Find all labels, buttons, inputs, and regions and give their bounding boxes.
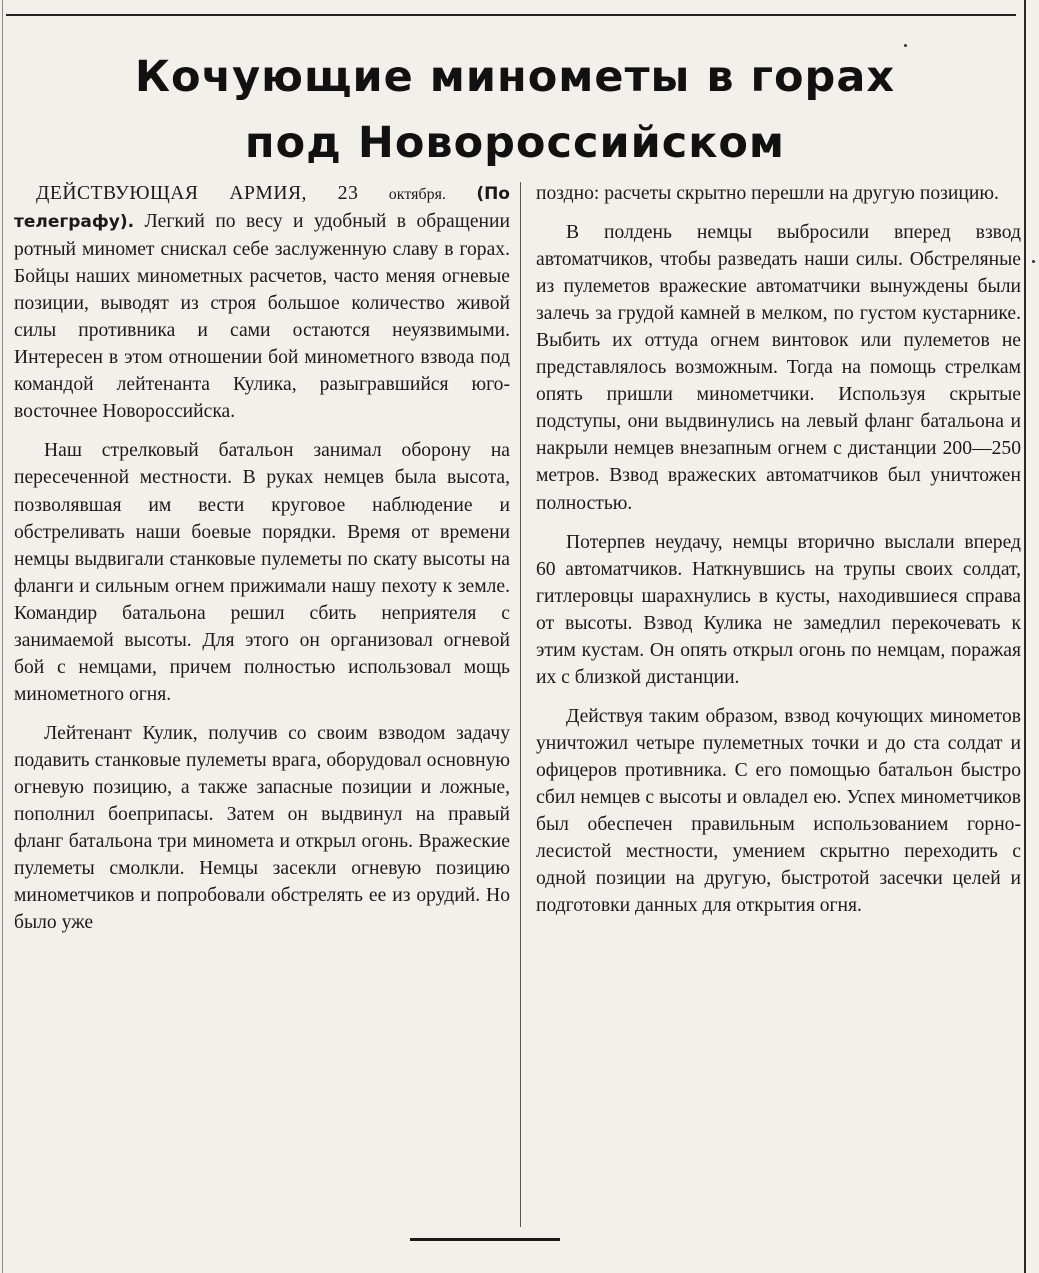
source-note: (По телеграфу).: [14, 184, 510, 233]
paragraph-3-continued: поздно: расчеты скрытно перешли на другую позицию.: [536, 183, 999, 204]
page-edge-line: [2, 0, 3, 1273]
article-headline: [20, 44, 1010, 176]
dateline-month: октября.: [388, 186, 446, 203]
article-column-left: [14, 180, 510, 948]
paragraph-2: Наш стрелковый батальон занимал оборону на пересеченной местности. В руках немцев была высота, позволявшая им вести круговое наблюдение и обстреливать наши боевые порядки. Время от времени немцы выдвигали станковые пулеметы по скату высоты на фланги и сильным огнем прижимали нашу пехоту к земле. Командир батальона решил сбить неприятеля с занимаемой высоты. Для этого он организовал огневой бой с немцами, причем полностью использовал мощь минометного огня.: [14, 440, 510, 705]
article-column-right: [536, 180, 1021, 931]
headline-line-1: Кочующие минометы в горах: [134, 52, 896, 102]
article-end-rule: [410, 1238, 560, 1241]
top-rule: [6, 14, 1016, 16]
dateline: ДЕЙСТВУЮЩАЯ АРМИЯ, 23: [36, 183, 359, 204]
headline-line-2: под Новороссийском: [244, 118, 786, 168]
paragraph-4: В полдень немцы выбросили вперед взвод автоматчиков, чтобы разведать наши силы. Обстреляные из пулеметов вражеские автоматчики вынуждены были залечь за грудой камней в мелком, по густом кустарнике. Выбить их оттуда огнем винтовок или пулеметов не представлялось возможным. Тогда на помощь стрелкам опять пришли минометчики. Используя скрытые подступы, они выдвинулись на левый фланг батальона и накрыли немцев внезапным огнем с дистанции 200—250 метров. Взвод вражеских автоматчиков был уничтожен полностью.: [536, 222, 1021, 514]
column-border-right: [1024, 0, 1026, 1273]
paragraph-3: Лейтенант Кулик, получив со своим взводом задачу подавить станковые пулеметы врага, оборудовал основную огневую позицию, а также запасные позиции и ложные, пополнил боеприпасы. Затем он выдвинул на правый фланг батальона три миномета и открыл огонь. Вражеские пулеметы смолкли. Немцы засекли огневую позицию минометчиков и попробовали обстрелять ее из орудий. Но было уже: [14, 722, 510, 934]
paragraph-6: Действуя таким образом, взвод кочующих минометов уничтожил четыре пулеметных точки и до ста солдат и офицеров противника. С его помощью батальон быстро сбил немцев с высоты и овладел ею. Успех минометчиков был обеспечен правильным использованием горно-лесистой местности, умением скрытно переходить с одной позиции на другую, быстротой засечки целей и подготовки данных для открытия огня.: [536, 705, 1021, 917]
column-divider: [520, 182, 521, 1227]
print-speck: [1032, 260, 1035, 263]
paragraph-1: [14, 180, 510, 425]
paragraph-5: Потерпев неудачу, немцы вторично выслали вперед 60 автоматчиков. Наткнувшись на трупы своих солдат, гитлеровцы шарахнулись в кусты, находившиеся справа от высоты. Взвод Кулика не замедлил перекочевать к этим кустам. Он опять открыл огонь по немцам, поражая их с близкой дистанции.: [536, 531, 1021, 688]
paragraph-1-text: Легкий по весу и удобный в обращении ротный миномет снискал себе заслуженную славу в горах. Бойцы наших минометных расчетов, часто меняя огневые позиции, выводят из строя большое количество живой силы противника и сами остаются неуязвимыми. Интересен в этом отношении бой минометного взвода под командой лейтенанта Кулика, разыгравшийся юго-восточнее Новороссийска.: [14, 211, 510, 423]
